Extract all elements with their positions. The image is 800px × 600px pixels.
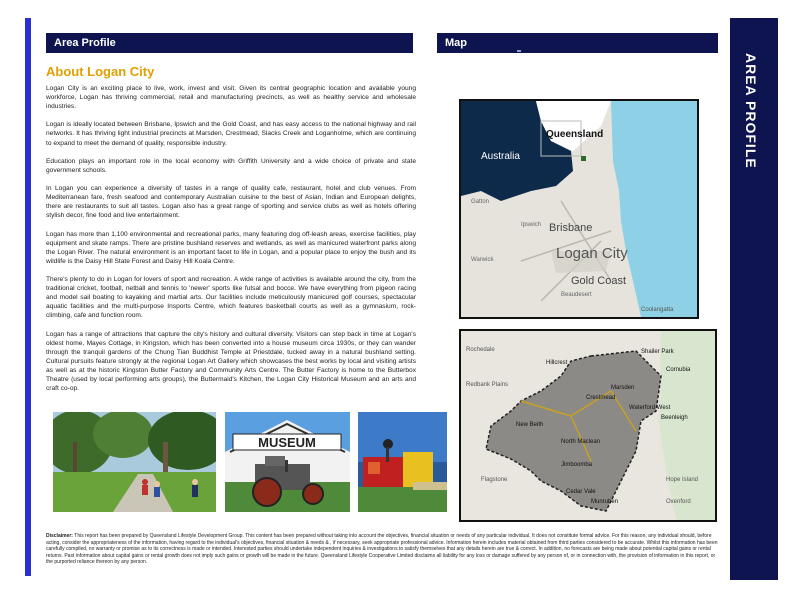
disclaimer xyxy=(46,533,718,566)
suburb-label-jimboomba: Jimboomba xyxy=(561,462,593,468)
park-photo-image xyxy=(53,412,216,512)
suburb-label-cedar-vale: Cedar Vale xyxy=(566,489,596,495)
map-label-coolangatta: Coolangatta xyxy=(641,307,674,313)
about-paragraph: Logan is ideally located between Brisbane, Ipswich and the Gold Coast, and has easy access to the national highway and rail networks. It has thriving light industrial precincts at Marsden, Crestmead, Slacks Creek and Loganholme, which are continuing to expand to meet the demand of quality, responsible industry. xyxy=(46,121,416,147)
suburb-label-hillcrest: Hillcrest xyxy=(546,360,568,366)
suburb-label-cornubia: Cornubia xyxy=(666,367,691,373)
about-paragraph: Education plays an important role in the local economy with Griffith University and a wide choice of private and state government schools. xyxy=(46,157,416,174)
museum-photo-image xyxy=(225,412,350,512)
map-label-brisbane: Brisbane xyxy=(549,222,593,234)
map-label-logan-city: Logan City xyxy=(556,245,628,262)
about-title: About Logan City xyxy=(46,64,155,79)
region-map xyxy=(459,99,699,319)
park-photo xyxy=(53,412,216,512)
map-label-australia: Australia xyxy=(481,151,520,162)
area-profile-header xyxy=(46,33,413,53)
museum-photo xyxy=(225,412,350,512)
map-label-gatton: Gatton xyxy=(471,199,490,205)
about-paragraph: Logan has a range of attractions that capture the city's history and cultural diversity. Visitors can step back in time at Logan's oldest home, Mayes Cottage, in Kingston, which has been converted into a house museum circa 1930s, or they can wander through the tranquil gardens of the Chung Tian Buddhist Temple at Priestdale, tucked away in a natural bushland setting. Cultural pursuits feature strongly at the regional Logan Art Gallery which showcases the best works by local and visiting artists as well as at the historic Kingston Butter Factory and Community Arts Centre. The Butter Factory is home to the Butterbox Theatre (used by local performing arts groups), the Buttermaid's Kitchen, the Logan City Historical Museum and an arts and craft co-op. xyxy=(46,330,416,393)
suburb-label-rochedale: Rochedale xyxy=(466,347,495,353)
suburb-label-hope-island: Hope Island xyxy=(666,477,699,483)
suburb-label-shailer-park: Shailer Park xyxy=(641,349,674,355)
suburb-label-waterford-west: Waterford West xyxy=(629,405,671,411)
side-band xyxy=(730,18,778,580)
disclaimer-text: This report has been prepared by Queensland Lifestyle Development Group. This content has been prepared without taking into account the objectives, financial situation or needs of any particular individual. It does not constitute formal advice. For this reason, any individual should, before acting, consider the appropriateness of the information, having regard to the individual's objectives, financial situation & needs & , if necessary, seek appropriate professional advice. Information herein includes material obtained from third parties considered to be accurate. Whilst this information has been carefully compiled, no warranty or promise as to its correctness is made or intended. Interested parties should undertake independent inquiries & investigations to satisfy themselves that any details herein are true & correct. In addition, no forecasts are being made about potential capital gains or rental returns. Past information about capital gains or rental growth does not imply such gains or growth will be made in the future. Queensland Lifestyle Cooperative Limited disclaims all liability for any loss or damage suffered by any person of, or in connection with, the provision of information in this report, or the purported reliance thereon by any person. xyxy=(46,533,718,566)
map-label-beaudesert: Beaudesert xyxy=(561,292,592,298)
area-profile-header-text: Area Profile xyxy=(54,37,116,49)
suburb-label-flagstone: Flagstone xyxy=(481,477,508,483)
suburb-label-oxenford: Oxenford xyxy=(666,499,691,505)
side-band-label: AREA PROFILE xyxy=(743,53,759,169)
suburb-map-image xyxy=(461,331,715,520)
map-label-queensland: Queensland xyxy=(546,129,604,140)
about-paragraph: In Logan you can experience a diversity of tastes in a range of quality cafe, restaurant, hotel and club venues. From Mediterranean fare, fresh seafood and contemporary Australian cuisine to the best of Asian, Indian and European delights, there are restaurants to suit all tastes. Logan also has a great range of sporting and service clubs as well as hotels offering stylish decor, fine food and live entertainment. xyxy=(46,185,416,220)
suburb-map xyxy=(459,329,717,522)
suburb-label-north-maclean: North Maclean xyxy=(561,439,601,445)
map-label-gold-coast: Gold Coast xyxy=(571,275,627,287)
about-paragraph: Logan City is an exciting place to live, work, invest and visit. Given its central geographic location and available young workforce, Logan has thriving commercial, retail and manufacturing precincts, as well as healthy service and wholesale industries. xyxy=(46,85,416,111)
suburb-label-munruben: Munruben xyxy=(591,499,619,505)
suburb-label-redbank-plains: Redbank Plains xyxy=(466,382,509,388)
art-photo-image xyxy=(358,412,447,512)
region-map-image xyxy=(461,101,697,317)
about-paragraph: There's plenty to do in Logan for lovers of sport and recreation. A wide range of activities is available around the city, from the traditional cricket, football, netball and tennis to 'newer' sports like futsal and bocce. We have everything from pigeon racing and model sail boating to kayaking and martial arts. Our facilities include meticulously manicured golf courses, spectacular aquatic facilities and the multi-purpose Insports Centre, which features basketball courts as well as a gymnasium, rock-climbing, cafe and function room. xyxy=(46,275,416,320)
left-accent-rule xyxy=(25,18,31,576)
suburb-label-marsden: Marsden xyxy=(611,385,635,391)
map-label-ipswich: Ipswich xyxy=(521,222,542,228)
header-decoration xyxy=(517,50,521,52)
suburb-label-crestmead: Crestmead xyxy=(586,395,616,401)
about-paragraph: Logan has more than 1,100 environmental and recreational parks, many featuring dog off-leash areas, exercise facilities, play equipment and skate ramps. There are pristine bushland reserves and wetlands, as well as manicured waterfront parks along the Logan River. The natural environment is an important facet to life in Logan, and a popular place to enjoy the bush and its wildlife is the Daisy Hill State Forest and Daisy Hill Koala Centre. xyxy=(46,230,416,265)
suburb-label-beenleigh: Beenleigh xyxy=(661,415,688,421)
disclaimer-label: Disclaimer: xyxy=(46,533,73,539)
map-header-text: Map xyxy=(445,37,467,49)
museum-sign-text: MUSEUM xyxy=(258,435,316,450)
suburb-label-new-beith: New Beith xyxy=(516,422,544,428)
map-header xyxy=(437,33,718,53)
art-photo xyxy=(358,412,447,512)
map-label-warwick: Warwick xyxy=(471,257,494,263)
about-body xyxy=(46,84,416,402)
